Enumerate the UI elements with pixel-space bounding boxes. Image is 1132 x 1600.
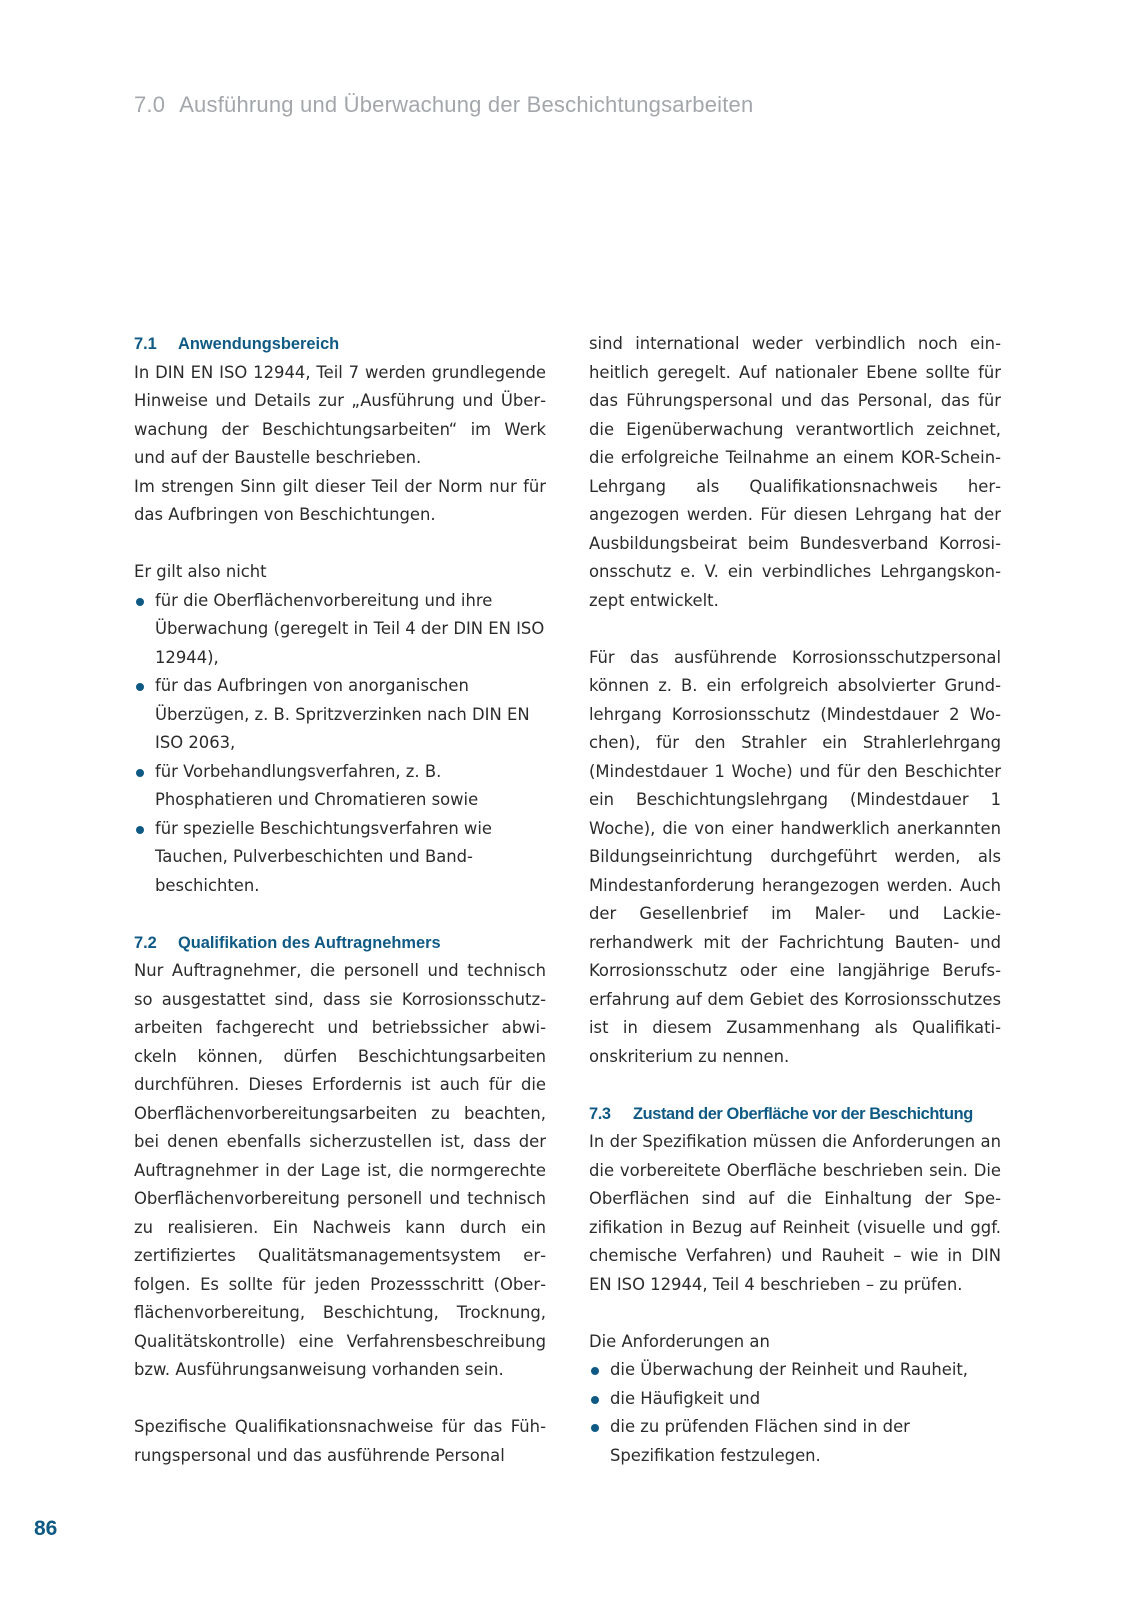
section-7-2-paragraph-2: Spezifische Qualifikationsnachweise für das Führungspersonal und das ausführende Personal — [134, 1417, 546, 1465]
bullet-item: für Vorbehandlungsverfahren, z. B. Phosphatieren und Chromatieren sowie — [134, 758, 546, 815]
section-7-2-title: Qualifikation des Auftragnehmers — [178, 933, 441, 952]
section-7-2-paragraph-1: Nur Auftragnehmer, die personell und technisch so ausgestattet sind, dass sie Korrosionsschutzarbeiten fachgerecht und betriebssicher abwickeln können, dürfen Beschichtungsarbeiten durchführen. Dieses Erfordernis ist auch für die Oberflächenvorbereitungsarbeiten zu beachten, bei denen ebenfalls sicherzustellen ist, dass der Auftragnehmer in der Lage ist, die normgerechte Oberflächenvorbereitung personell und technisch zu realisieren. Ein Nachweis kann durch ein zertifiziertes Qualitätsmanagementsystem erfolgen. Es sollte für jeden Prozessschritt (Oberflächenvorbereitung, Beschichtung, Trocknung, Qualitätskontrolle) eine Verfahrensbeschreibung bzw. Ausführungsanweisung vorhanden sein. — [134, 961, 546, 1379]
bullet-item: die Überwachung der Reinheit und Rauheit, — [589, 1356, 1001, 1385]
section-7-1-bullet-list — [134, 587, 546, 901]
section-7-1-number: 7.1 — [134, 335, 157, 353]
bullet-item: für die Oberflächenvorbereitung und ihre Überwachung (geregelt in Teil 4 der DIN EN ISO 12944), — [134, 587, 546, 673]
section-7-3-title: Zustand der Oberfläche vor der Beschichtung — [633, 1104, 973, 1123]
section-7-1-paragraph-3: Er gilt also nicht — [134, 562, 267, 581]
left-column — [134, 330, 546, 1470]
bullet-item: die zu prüfenden Flächen sind in der Spezifikation festzulegen. — [589, 1413, 1001, 1470]
section-7-3-number: 7.3 — [589, 1104, 611, 1123]
chapter-number: 7.0 — [134, 92, 166, 117]
section-7-2-heading — [134, 929, 546, 958]
chapter-title — [134, 92, 753, 118]
section-7-3-bullet-list — [589, 1356, 1001, 1470]
section-7-1-paragraph-2: Im strengen Sinn gilt dieser Teil der Norm nur für das Aufbringen von Beschichtungen. — [134, 476, 546, 524]
section-7-3-heading — [589, 1100, 1001, 1129]
section-7-2-paragraph-3: Für das ausführende Korrosionsschutzpersonal können z. B. ein erfolgreich absolvierter Grundlehrgang Korrosionsschutz (Mindestdauer 2 Wochen), für den Strahler ein Strahlerlehrgang (Mindestdauer 1 Woche) und für den Beschichter ein Beschichtungslehrgang (Mindestdauer 1 Woche), die von einer handwerklich anerkannten Bildungseinrichtung durchgeführt werden, als Mindestanforderung herangezogen werden. Auch der Gesellenbrief im Maler- und Lackiererhandwerk mit der Fachrichtung Bauten- und Korrosionsschutz oder eine langjährige Berufserfahrung auf dem Gebiet des Korrosionsschutzes ist in diesem Zusammenhang als Qualifikationskriterium zu nennen. — [589, 647, 1001, 1066]
section-7-1-paragraph-1: In DIN EN ISO 12944, Teil 7 werden grundlegende Hinweise und Details zur „Ausführung und Überwachung der Beschichtungsarbeiten“ im Werk und auf der Baustelle beschrieben. — [134, 362, 546, 467]
section-7-3-paragraph-1: In der Spezifikation müssen die Anforderungen an die vorbereitete Oberfläche beschrieben sein. Die Oberflächen sind auf die Einhaltung der Spezifikation in Bezug auf Reinheit (visuelle und ggf. chemische Verfahren) und Rauheit – wie in DIN EN ISO 12944, Teil 4 beschrieben – zu prüfen. — [589, 1132, 1001, 1294]
bullet-item: die Häufigkeit und — [589, 1385, 1001, 1414]
section-7-1-title: Anwendungsbereich — [178, 335, 340, 353]
section-7-1-heading — [134, 330, 546, 359]
bullet-item: für spezielle Beschichtungsverfahren wie Tauchen, Pulverbeschichten und Bandbeschichten. — [134, 815, 546, 901]
right-column — [589, 330, 1001, 1470]
section-7-2-number: 7.2 — [134, 933, 157, 952]
bullet-item: für das Aufbringen von anorganischen Überzügen, z. B. Spritzverzinken nach DIN EN ISO 2063, — [134, 672, 546, 758]
page-number: 86 — [34, 1517, 58, 1540]
section-7-2-paragraph-2-continued: sind international weder verbindlich noch einheitlich geregelt. Auf nationaler Ebene sollte für das Führungspersonal und das Personal, das für die Eigenüberwachung verantwortlich zeichnet, die erfolgreiche Teilnahme an einem KOR-Schein-Lehrgang als Qualifikationsnachweis herangezogen werden. Für diesen Lehrgang hat der Ausbildungsbeirat beim Bundesverband Korrosionsschutz e. V. ein verbindliches Lehrgangskonzept entwickelt. — [589, 334, 1001, 610]
chapter-title-text: Ausführung und Überwachung der Beschichtungsarbeiten — [179, 92, 754, 117]
section-7-3-paragraph-2: Die Anforderungen an — [589, 1331, 770, 1351]
